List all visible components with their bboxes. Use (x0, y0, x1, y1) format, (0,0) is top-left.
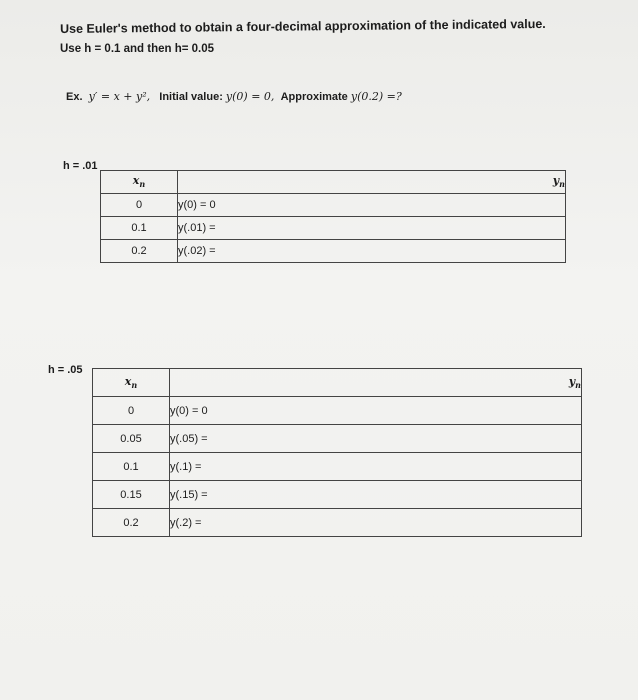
x-value-cell: 0.05 (93, 425, 170, 453)
y-value-cell: y(.05) = (170, 425, 582, 453)
table-row (101, 217, 566, 240)
example-prefix: Ex. (66, 91, 83, 103)
y-value-cell: y(.15) = (170, 481, 582, 509)
x-value-cell: 0 (101, 194, 178, 217)
y-value-cell: y(.01) = (178, 217, 566, 240)
euler-table-h05 (92, 368, 582, 537)
table-row (93, 509, 582, 537)
x-column-header: $x_n$ (101, 171, 178, 194)
x-value-cell: 0.2 (93, 509, 170, 537)
x-value-cell: 0.2 (101, 240, 178, 263)
table-row (101, 240, 566, 263)
table-row (93, 453, 582, 481)
approximate-target: y(0.2) =? (350, 90, 402, 103)
step-size-instruction: Use h = 0.1 and then h= 0.05 (60, 43, 215, 55)
approximate-label: Approximate (280, 91, 348, 103)
example-statement (66, 90, 402, 103)
initial-value: y(0) = 0, (225, 90, 275, 103)
x-value-cell: 0 (93, 397, 170, 425)
euler-table-h01 (100, 170, 566, 263)
table-row (93, 397, 582, 425)
table-row (93, 481, 582, 509)
problem-title: Use Euler's method to obtain a four-decimal approximation of the indicated value. (60, 16, 546, 36)
initial-value-label: Initial value: (159, 91, 223, 103)
x-value-cell: 0.1 (101, 217, 178, 240)
x-column-header: $x_n$ (93, 369, 170, 397)
y-column-header: $y_n$ (178, 171, 566, 194)
x-value-cell: 0.15 (93, 481, 170, 509)
y-value-cell: y(.2) = (170, 509, 582, 537)
table-header-row (93, 369, 582, 397)
table-header-row (101, 171, 566, 194)
y-value-cell: y(.1) = (170, 453, 582, 481)
step-label-h01: h = .01 (63, 160, 98, 172)
y-value-cell: y(0) = 0 (170, 397, 582, 425)
table-row (93, 425, 582, 453)
x-value-cell: 0.1 (93, 453, 170, 481)
y-value-cell: y(.02) = (178, 240, 566, 263)
step-label-h05: h = .05 (48, 364, 83, 376)
differential-equation: y′ = x + y², (88, 90, 151, 103)
y-value-cell: y(0) = 0 (178, 194, 566, 217)
table-row (101, 194, 566, 217)
y-column-header: $y_n$ (170, 369, 582, 397)
